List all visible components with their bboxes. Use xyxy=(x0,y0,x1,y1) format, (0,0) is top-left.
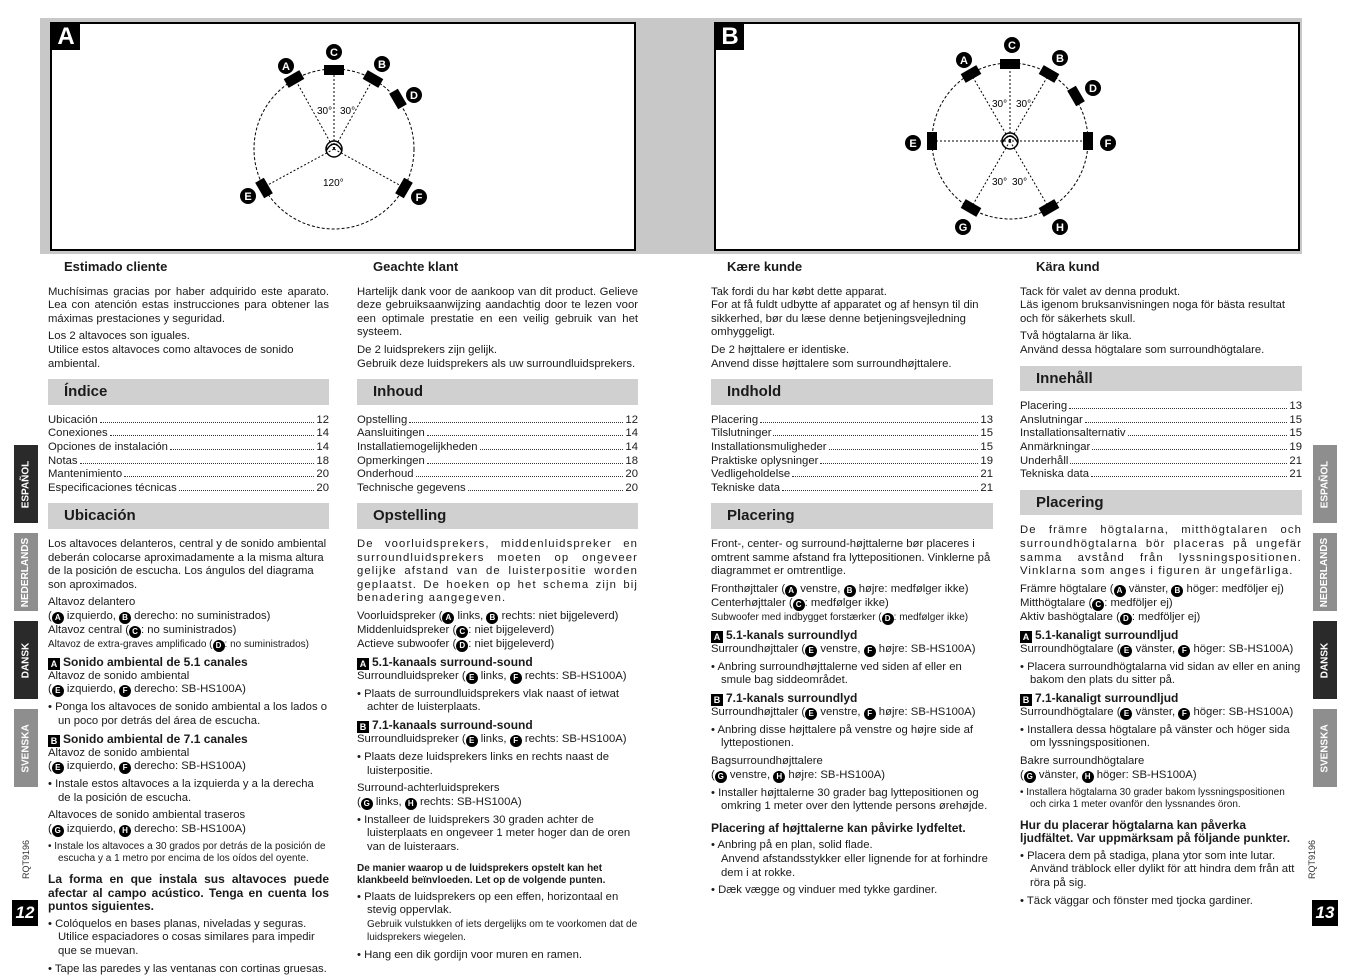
column-dansk xyxy=(711,258,993,902)
bullet: • Ponga los altavoces de sonido ambiental a los lados o un poco por detrás del área de escucha. xyxy=(48,701,328,728)
bullet: • Täck väggar och fönster med tjocka gardiner. xyxy=(1020,894,1253,907)
intro: Hartelijk dank voor de aankoop van dit product. Gelieve deze gebruiksaanwijzing aandachtig door te lezen voor een optimale prestatie en een veilig gebruik van het systeem. xyxy=(357,285,638,339)
speaker-g xyxy=(961,199,982,217)
toc-title: Inhoud xyxy=(357,379,638,405)
speaker-f xyxy=(1083,132,1093,150)
front-speakers: Främre högtalare ( A vänster, B höger: medföljer ej) Mitthögtalare ( C : medföljer ej) Aktiv bashögtalare ( D : medföljer ej) xyxy=(1020,582,1284,623)
surround-51: Surroundhögtalare ( E vänster, F höger: SB-HS100A) xyxy=(1020,642,1294,655)
toc-item[interactable]: Notas 18 xyxy=(48,454,329,467)
rear-surround: Surround-achterluidsprekers ( G links, H rechts: SB-HS100A) xyxy=(357,782,522,808)
bullet: • Instale los altavoces a 30 grados por detrás de la posición de escucha y a 1 metro por encima de los oídos del oyente. xyxy=(48,841,326,865)
toc-title: Índice xyxy=(48,379,329,405)
speaker-f xyxy=(395,178,413,199)
rear-surround: Bagsurroundhøjttalere ( G venstre, H højre: SB-HS100A) xyxy=(711,755,886,781)
column-svenska xyxy=(1020,258,1302,912)
intro: Muchísimas gracias por haber adquirido este aparato. Lea con atención estas instrucciones para obtener las máximas prestaciones y seguridad. xyxy=(48,285,329,325)
svg-text:C: C xyxy=(330,47,338,59)
front-speakers: Voorluidspreker ( A links, B rechts: niet bijgeleverd) Middenluidspreker ( C : niet bijgeleverd) Actieve subwoofer ( D : niet bijgeleverd) xyxy=(357,609,619,650)
toc xyxy=(711,414,993,496)
svg-text:A: A xyxy=(960,55,968,67)
tab-svenska-right[interactable]: SVENSKA xyxy=(1313,709,1337,787)
section-title: Ubicación xyxy=(48,503,329,529)
speaker-d xyxy=(389,89,407,110)
toc-item[interactable]: Anmärkningar 19 xyxy=(1020,440,1302,453)
subheading-51: A 5.1-kanaals surround-sound xyxy=(357,656,638,670)
speaker-b xyxy=(363,70,384,88)
svg-text:D: D xyxy=(410,90,418,102)
tab-svenska[interactable]: SVENSKA xyxy=(14,709,38,787)
warning: Placering af højttalerne kan påvirke lydfeltet. xyxy=(711,820,966,835)
surround-71: Surroundluidspreker ( E links, F rechts: SB-HS100A) xyxy=(357,733,627,746)
page-number-left: 12 xyxy=(12,900,38,926)
warning: La forma en que instala sus altavoces puede afectar al campo acústico. Tenga en cuenta los puntos siguientes. xyxy=(48,872,329,914)
subheading-71: B Sonido ambiental de 7.1 canales xyxy=(48,733,329,747)
diagram-a xyxy=(50,22,636,251)
toc-item[interactable]: Especificaciones técnicas 20 xyxy=(48,481,329,494)
placement-text: De voorluidsprekers, middenluidspreker en surroundluidsprekers moeten op ongeveer gelijke afstand van de luisterpositie worden geplaatst. De hoeken op het schema zijn bij benadering aangegeven. xyxy=(357,537,638,605)
svg-text:E: E xyxy=(909,138,917,150)
bullet: • Anbring surroundhøjttalerne ved siden af eller en smule bag siddeområdet. xyxy=(711,660,962,687)
toc-item[interactable]: Mantenimiento 20 xyxy=(48,468,329,481)
section-title: Placering xyxy=(711,503,993,529)
svg-text:F: F xyxy=(1104,138,1112,150)
svg-text:E: E xyxy=(244,191,252,203)
bullet: • Plaats deze luidsprekers links en rechts naast de luisterpositie. xyxy=(357,751,609,777)
speaker-h xyxy=(1039,199,1060,217)
front-speakers: Fronthøjttaler ( A venstre, B højre: medfølger ikke) Centerhøjttaler ( C : medfølger ikke) Subwoofer med indbygget forstærker ( D : medfølger ikke) xyxy=(711,582,969,623)
bullet: • Installera högtalarna 30 grader bakom lyssningspositionen och cirka 1 meter ovanför den lyssnandes öron. xyxy=(1020,786,1285,810)
toc-item[interactable]: Technische gegevens 20 xyxy=(357,481,638,494)
toc xyxy=(48,414,329,496)
rear-surround: Altavoces de sonido ambiental traseros ( G izquierdo, H derecho: SB-HS100A) xyxy=(48,809,246,836)
subheading-51: A Sonido ambiental de 5.1 canales xyxy=(48,656,329,670)
svg-text:30°: 30° xyxy=(1012,177,1028,188)
bullet: • Tape las paredes y las ventanas con cortinas gruesas. xyxy=(48,962,327,975)
toc-item[interactable]: Opstelling 12 xyxy=(357,413,638,426)
intro-note: Två högtalarna är lika. Använd dessa högtalare som surroundhögtalare. xyxy=(1020,330,1265,356)
rear-surround: Bakre surroundhögtalare ( G vänster, H höger: SB-HS100A) xyxy=(1020,755,1197,781)
toc-item[interactable]: Ubicación 12 xyxy=(48,413,329,426)
svg-text:30°: 30° xyxy=(1016,99,1032,110)
svg-text:B: B xyxy=(1056,53,1064,65)
greeting: Kära kund xyxy=(1036,259,1100,274)
column-nederlands xyxy=(357,258,638,967)
toc-title: Innehåll xyxy=(1020,366,1302,392)
surround-51: Altavoz de sonido ambiental ( E izquierdo, F derecho: SB-HS100A) xyxy=(48,669,246,696)
svg-text:D: D xyxy=(1089,83,1097,95)
svg-text:G: G xyxy=(958,222,968,234)
diagram-a-letter: A xyxy=(52,24,80,50)
svg-text:30°: 30° xyxy=(992,177,1008,188)
toc-item[interactable]: Tekniska data 21 xyxy=(1020,468,1302,481)
toc-item[interactable]: Installationsmuligheder 15 xyxy=(711,440,993,453)
warning: Hur du placerar högtalarna kan påverka ljudfältet. Var uppmärksam på följande punkter. xyxy=(1020,817,1291,846)
page-number-right: 13 xyxy=(1312,900,1338,926)
svg-text:C: C xyxy=(1008,40,1016,52)
diagram-b xyxy=(714,22,1300,251)
subheading-71: B 7.1-kanaligt surroundljud xyxy=(1020,692,1302,706)
bullet: • Installera dessa högtalare på vänster och höger sida om lyssningspositionen. xyxy=(1020,723,1290,750)
svg-text:30°: 30° xyxy=(317,106,333,117)
greeting: Kære kunde xyxy=(727,259,803,274)
subheading-51: A 5.1-kanals surroundlyd xyxy=(711,629,993,643)
placement-text: Front-, center- og surround-højttalerne bør placeres i omtrent samme afstand fra lyttepositionen. Vinklerne på diagrammet er omtrentlige. xyxy=(711,537,991,578)
toc-item[interactable]: Tekniske data 21 xyxy=(711,481,993,494)
bullet: • Placera surroundhögtalarna vid sidan av eller en aning bakom den plats du sitter på. xyxy=(1020,660,1301,687)
bullet: • Anbring på en plan, solid flade. Anvend afstandsstykker eller lignende for at forhindre dem i at rokke. xyxy=(711,839,988,879)
svg-text:30°: 30° xyxy=(340,106,356,117)
intro: Tack för valet av denna produkt. Läs igenom bruksanvisningen noga för bästa resultat och för säkerhets skull. xyxy=(1020,285,1286,325)
placement-text: De främre högtalarna, mitthögtalaren och surroundhögtalarna bör placeras på ungefär samma avstånd från lyssningspositionen. Vinklarna som anges i figuren är ungefärliga. xyxy=(1020,524,1302,578)
placement-text: Los altavoces delanteros, central y de sonido ambiental deberán colocarse aproximadamente a la misma altura de la posición de escucha. Los ángulos del diagrama son aproximados. xyxy=(48,537,327,591)
subheading-51: A 5.1-kanaligt surroundljud xyxy=(1020,629,1302,643)
doc-code-right: RQT9196 xyxy=(1307,839,1317,879)
svg-text:H: H xyxy=(1056,222,1064,234)
tab-espanol-right[interactable]: ESPAÑOL xyxy=(1313,445,1337,523)
speaker-c xyxy=(324,65,344,75)
toc-item[interactable]: Vedligeholdelse 21 xyxy=(711,468,993,481)
svg-text:F: F xyxy=(415,192,423,204)
surround-51: Surroundluidspreker ( E links, F rechts: SB-HS100A) xyxy=(357,669,627,682)
speaker-d xyxy=(1067,86,1085,107)
diagram-b-letter: B xyxy=(716,24,744,50)
toc-item[interactable]: Opciones de instalación 14 xyxy=(48,440,329,453)
bullet: • Placera dem på stadiga, plana ytor som inte lutar. Använd träblock eller dylikt för att hindra dem från att röra på sig. xyxy=(1020,849,1295,890)
bullet: • Dæk vægge og vinduer med tykke gardiner. xyxy=(711,884,938,897)
intro: Tak fordi du har købt dette apparat. For at få fuldt udbytte af apparatet og af hensyn til din sikkerhed, bør du læse denne betjeningsvejledning omhyggeligt. xyxy=(711,285,979,339)
bullet: • Hang een dik gordijn voor muren en ramen. xyxy=(357,949,582,961)
toc-item[interactable]: Installationsalternativ 15 xyxy=(1020,427,1302,440)
greeting: Estimado cliente xyxy=(64,259,168,274)
surround-71: Surroundhögtalare ( E vänster, F höger: SB-HS100A) xyxy=(1020,705,1294,718)
toc-item[interactable]: Anslutningar 15 xyxy=(1020,413,1302,426)
toc xyxy=(1020,400,1302,482)
bullet: • Colóquelos en bases planas, niveladas y seguras. Utilice espaciadores o cosas similares para impedir que se muevan. xyxy=(48,917,315,957)
column-espanol xyxy=(48,258,329,980)
warning: De manier waarop u de luidsprekers opstelt kan het klankbeeld beïnvloeden. Let op de volgende punten. xyxy=(357,862,606,886)
bullet: • Anbring disse højttalere på venstre og højre side af lyttepostionen. xyxy=(711,723,974,750)
subheading-71: B 7.1-kanaals surround-sound xyxy=(357,719,638,733)
section-title: Opstelling xyxy=(357,503,638,529)
greeting: Geachte klant xyxy=(373,259,459,274)
toc-item[interactable]: Installatiemogelijkheden 14 xyxy=(357,440,638,453)
tab-nederlands-right[interactable]: NEDERLANDS xyxy=(1313,533,1337,611)
speaker-c xyxy=(1000,59,1020,69)
svg-text:B: B xyxy=(378,59,386,71)
toc-item[interactable]: Underhåll 21 xyxy=(1020,454,1302,467)
toc-item[interactable]: Onderhoud 20 xyxy=(357,468,638,481)
toc-title: Indhold xyxy=(711,379,993,405)
surround-51: Surroundhøjttaler ( E venstre, F højre: SB-HS100A) xyxy=(711,642,976,655)
speaker-b xyxy=(1039,65,1060,83)
tab-dansk-right[interactable]: DANSK xyxy=(1313,621,1337,699)
toc-item[interactable]: Placering 13 xyxy=(1020,400,1302,413)
surround-71: Surroundhøjttaler ( E venstre, F højre: SB-HS100A) xyxy=(711,705,976,718)
intro-note: Los 2 altavoces son iguales. Utilice estos altavoces como altavoces de sonido ambiental. xyxy=(48,330,294,370)
toc-item[interactable]: Placering 13 xyxy=(711,413,993,426)
bullet: • Plaats de surroundluidsprekers vlak naast of ietwat achter de luisterplaats. xyxy=(357,687,620,714)
intro-note: De 2 luidsprekers zijn gelijk. Gebruik deze luidsprekers als uw surroundluidsprekers. xyxy=(357,343,636,370)
intro-note: De 2 højttalere er identiske. Anvend disse højttalere som surroundhøjttalere. xyxy=(711,343,952,370)
svg-text:120°: 120° xyxy=(323,178,344,189)
toc-item[interactable]: Aansluitingen 14 xyxy=(357,427,638,440)
front-speakers: Altavoz delantero ( A izquierdo, B derecho: no suministrados) Altavoz central ( C : no suministrados) Altavoz de extra-graves amplificado ( D : no suministrados) xyxy=(48,596,310,650)
tab-espanol[interactable]: ESPAÑOL xyxy=(14,445,38,523)
diagram-b-svg xyxy=(716,24,1302,253)
diagram-a-svg xyxy=(52,24,638,253)
bullet: • Plaats de luidsprekers op een effen, horizontaal en stevig oppervlak. Gebruik vulstukken of iets dergelijks om te voorkomen dat de luidsprekers wiegelen. xyxy=(357,890,638,944)
speaker-e xyxy=(255,178,273,199)
toc-item[interactable]: Praktiske oplysninger 19 xyxy=(711,454,993,467)
toc-item[interactable]: Tilslutninger 15 xyxy=(711,427,993,440)
section-title: Placering xyxy=(1020,490,1302,516)
bullet: • Installeer de luidsprekers 30 graden achter de luisterplaats en ongeveer 1 meter hoger dan de oren van de luisteraars. xyxy=(357,813,631,854)
bullet: • Installer højttalerne 30 grader bag lyttepositionen og omkring 1 meter over den lyttende persons ørehøjde. xyxy=(711,786,988,813)
toc-item[interactable]: Opmerkingen 18 xyxy=(357,454,638,467)
speaker-e xyxy=(927,132,937,150)
toc-item[interactable]: Conexiones 14 xyxy=(48,427,329,440)
surround-71: Altavoz de sonido ambiental ( E izquierdo, F derecho: SB-HS100A) xyxy=(48,746,246,773)
tab-nederlands[interactable]: NEDERLANDS xyxy=(14,533,38,611)
doc-code-left: RQT9196 xyxy=(21,839,31,879)
svg-text:30°: 30° xyxy=(992,99,1008,110)
tab-dansk[interactable]: DANSK xyxy=(14,621,38,699)
svg-text:A: A xyxy=(282,61,290,73)
bullet: • Instale estos altavoces a la izquierda y a la derecha de la posición de escucha. xyxy=(48,778,314,804)
toc xyxy=(357,414,638,496)
subheading-71: B 7.1-kanals surroundlyd xyxy=(711,692,993,706)
